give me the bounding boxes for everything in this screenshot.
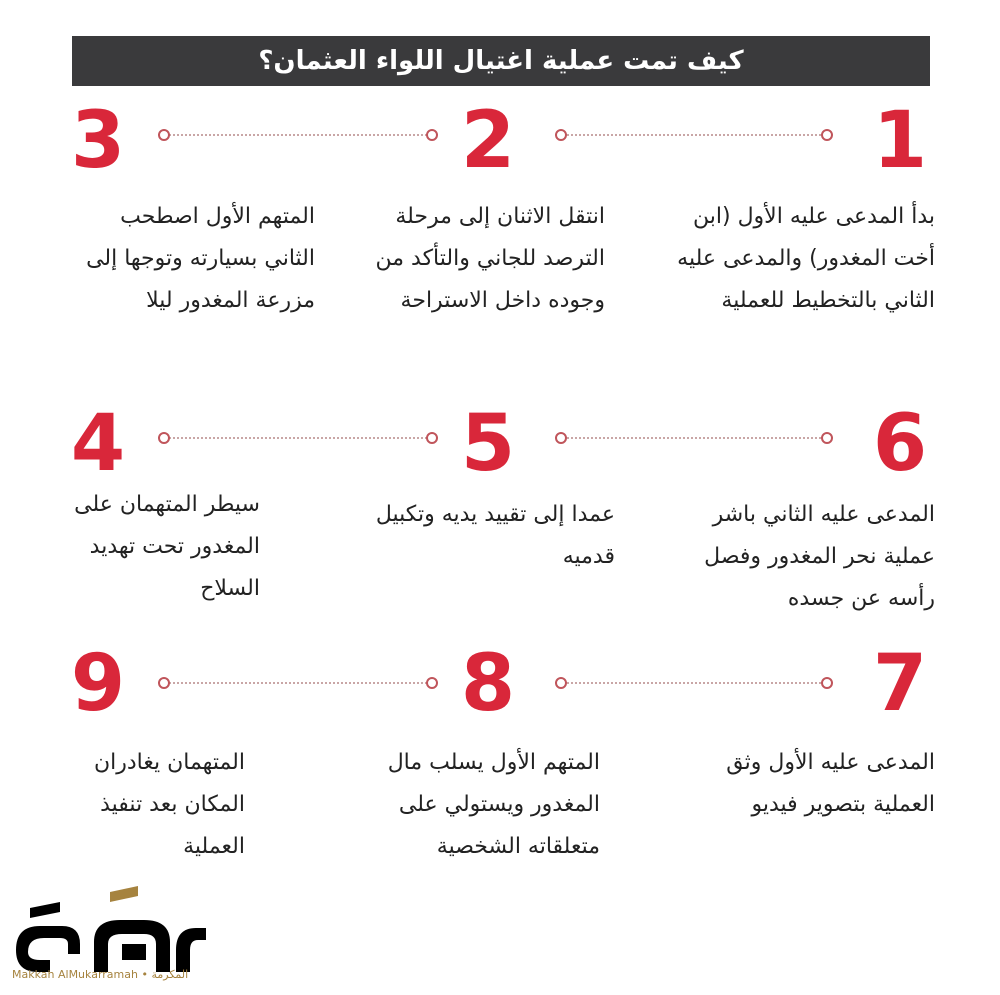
step-number-7: 7: [872, 639, 928, 729]
logo-caption-dot: •: [141, 968, 148, 981]
connector-7-8: [555, 676, 833, 690]
step-text-6: المدعى عليه الثاني باشر عملية نحر المغدور وفصل رأسه عن جسده: [704, 502, 935, 611]
logo-caption-ar: المكرمة: [151, 968, 189, 981]
connector-5-6: [555, 431, 833, 445]
step-text-2: انتقل الاثنان إلى مرحلة الترصد للجاني والتأكد من وجوده داخل الاستراحة: [375, 204, 605, 313]
step-number-1: 1: [872, 96, 928, 186]
step-text-1: بدأ المدعى عليه الأول (ابن أخت المغدور) والمدعى عليه الثاني بالتخطيط للعملية: [677, 204, 935, 313]
step-number-8: 8: [460, 639, 516, 729]
connector-2-3: [158, 128, 438, 142]
step-number-4: 4: [70, 399, 126, 489]
step-text-3: المتهم الأول اصطحب الثاني بسيارته وتوجها إلى مزرعة المغدور ليلا: [86, 204, 315, 313]
step-text-4: سيطر المتهمان على المغدور تحت تهديد السلاح: [74, 492, 260, 601]
step-number-2: 2: [460, 96, 516, 186]
step-number-5: 5: [460, 399, 516, 489]
connector-1-2: [555, 128, 833, 142]
step-text-9: المتهمان يغادران المكان بعد تنفيذ العملية: [93, 750, 245, 859]
connector-4-5: [158, 431, 438, 445]
step-text-7: المدعى عليه الأول وثق العملية بتصوير فيديو: [726, 750, 935, 817]
step-number-9: 9: [70, 639, 126, 729]
step-text-5: عمدا إلى تقييد يديه وتكبيل قدميه: [375, 502, 615, 569]
title-banner: [72, 36, 930, 86]
step-number-3: 3: [70, 96, 126, 186]
step-number-6: 6: [872, 399, 928, 489]
logo-caption-en: Makkah AlMukarramah: [12, 968, 138, 981]
logo-caption: [12, 968, 188, 981]
connector-8-9: [158, 676, 438, 690]
page-title: كيف تمت عملية اغتيال اللواء العثمان؟: [258, 46, 744, 76]
step-text-8: المتهم الأول يسلب مال المغدور ويستولي على متعلقاته الشخصية: [387, 750, 600, 859]
